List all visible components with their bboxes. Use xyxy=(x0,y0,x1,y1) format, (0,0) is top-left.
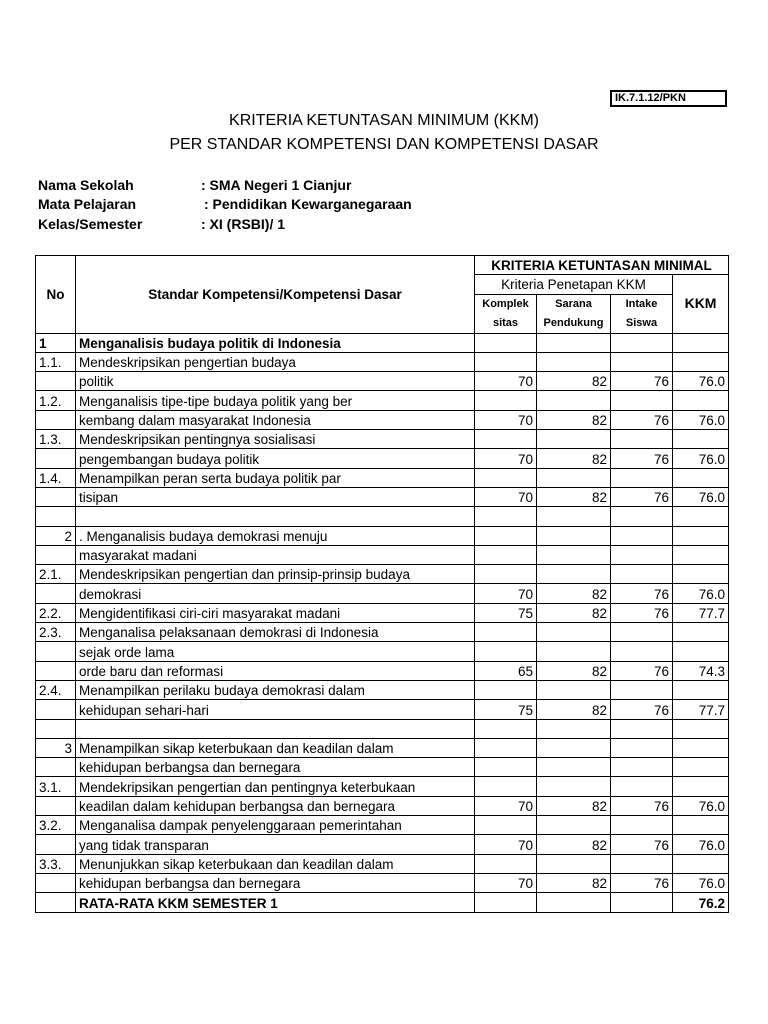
header-group: KRITERIA KETUNTASAN MINIMAL xyxy=(475,256,729,275)
row-kompleksitas xyxy=(475,758,537,777)
row-sarana: 82 xyxy=(537,603,611,622)
row-kompleksitas: 70 xyxy=(475,410,537,429)
row-intake xyxy=(611,719,673,738)
table-row xyxy=(36,835,729,854)
row-intake xyxy=(611,680,673,699)
row-kompleksitas xyxy=(475,545,537,564)
table-row xyxy=(36,758,729,777)
row-intake xyxy=(611,854,673,873)
row-intake xyxy=(611,526,673,545)
row-intake: 76 xyxy=(611,835,673,854)
row-kkm: 77.7 xyxy=(673,603,729,622)
row-description: politik xyxy=(76,372,475,391)
table-row xyxy=(36,449,729,468)
row-kompleksitas xyxy=(475,854,537,873)
row-kompleksitas xyxy=(475,565,537,584)
row-kkm xyxy=(673,352,729,371)
row-kkm xyxy=(673,565,729,584)
row-number: 2.4. xyxy=(36,680,76,699)
row-kkm xyxy=(673,468,729,487)
row-description xyxy=(76,719,475,738)
row-description: Menganalisa dampak penyelenggaraan pemerintahan xyxy=(76,816,475,835)
row-number: 1.3. xyxy=(36,430,76,449)
row-sarana xyxy=(537,816,611,835)
row-sarana xyxy=(537,680,611,699)
row-kkm xyxy=(673,854,729,873)
row-sarana: 82 xyxy=(537,873,611,892)
row-sarana: 82 xyxy=(537,372,611,391)
row-description: kembang dalam masyarakat Indonesia xyxy=(76,410,475,429)
row-description: Mendeskripsikan pengertian dan prinsip-prinsip budaya xyxy=(76,565,475,584)
row-number xyxy=(36,700,76,719)
row-description: kehidupan berbangsa dan bernegara xyxy=(76,758,475,777)
row-kkm: 76.0 xyxy=(673,835,729,854)
row-description: Menunjukkan sikap keterbukaan dan keadilan dalam xyxy=(76,854,475,873)
row-number xyxy=(36,661,76,680)
row-description: kehidupan sehari-hari xyxy=(76,700,475,719)
row-description: tisipan xyxy=(76,487,475,506)
row-number xyxy=(36,873,76,892)
row-kkm xyxy=(673,816,729,835)
row-description: orde baru dan reformasi xyxy=(76,661,475,680)
row-kompleksitas xyxy=(475,642,537,661)
row-sarana xyxy=(537,430,611,449)
row-description: Menampilkan sikap keterbukaan dan keadilan dalam xyxy=(76,738,475,757)
row-description: Menganalisis budaya politik di Indonesia xyxy=(76,333,475,352)
school-label: Nama Sekolah xyxy=(38,177,134,193)
row-kompleksitas xyxy=(475,507,537,526)
header-sarana-line1: Sarana xyxy=(555,297,592,310)
row-kkm xyxy=(673,430,729,449)
row-number xyxy=(36,796,76,815)
row-sarana: 82 xyxy=(537,410,611,429)
row-number xyxy=(36,487,76,506)
row-kkm: 76.0 xyxy=(673,372,729,391)
row-kompleksitas: 70 xyxy=(475,449,537,468)
row-description: Mendeskripsikan pengertian budaya xyxy=(76,352,475,371)
row-kkm: 76.0 xyxy=(673,796,729,815)
row-number: 2.3. xyxy=(36,623,76,642)
row-number: 1.2. xyxy=(36,391,76,410)
table-row xyxy=(36,410,729,429)
row-sarana xyxy=(537,777,611,796)
table-row xyxy=(36,700,729,719)
row-sarana xyxy=(537,738,611,757)
row-kkm: 76.0 xyxy=(673,487,729,506)
table-row xyxy=(36,642,729,661)
row-sarana: 82 xyxy=(537,487,611,506)
row-kkm xyxy=(673,507,729,526)
table-row xyxy=(36,719,729,738)
row-sarana xyxy=(537,719,611,738)
class-value: : XI (RSBI)/ 1 xyxy=(201,216,286,232)
table-row xyxy=(36,487,729,506)
row-kkm xyxy=(673,391,729,410)
row-number: 3.1. xyxy=(36,777,76,796)
row-number xyxy=(36,372,76,391)
row-number: 3.2. xyxy=(36,816,76,835)
row-number xyxy=(36,584,76,603)
row-kompleksitas xyxy=(475,623,537,642)
row-kompleksitas xyxy=(475,352,537,371)
row-intake xyxy=(611,352,673,371)
row-number: 1.1. xyxy=(36,352,76,371)
header-intake xyxy=(611,294,673,333)
row-description: pengembangan budaya politik xyxy=(76,449,475,468)
table-row xyxy=(36,507,729,526)
document-code: IK.7.1.12/PKN xyxy=(610,90,727,107)
row-kompleksitas: 70 xyxy=(475,796,537,815)
table-row xyxy=(36,468,729,487)
row-kompleksitas xyxy=(475,391,537,410)
footer-kkm: 76.2 xyxy=(673,893,729,912)
row-kkm xyxy=(673,680,729,699)
header-intake-line1: Intake xyxy=(625,297,658,310)
row-intake: 76 xyxy=(611,449,673,468)
row-intake xyxy=(611,738,673,757)
table-row xyxy=(36,565,729,584)
row-sarana xyxy=(537,565,611,584)
row-kompleksitas: 75 xyxy=(475,603,537,622)
row-kkm xyxy=(673,758,729,777)
row-intake xyxy=(611,430,673,449)
row-kompleksitas: 70 xyxy=(475,372,537,391)
row-description: Mendeskripsikan pentingnya sosialisasi xyxy=(76,430,475,449)
subject-label: Mata Pelajaran xyxy=(38,196,137,212)
header-no: No xyxy=(36,256,76,334)
table-row xyxy=(36,430,729,449)
table-row xyxy=(36,603,729,622)
row-sarana xyxy=(537,468,611,487)
row-intake: 76 xyxy=(611,661,673,680)
row-description: Menganalisis tipe-tipe budaya politik yang ber xyxy=(76,391,475,410)
kkm-table xyxy=(35,255,729,913)
header-kkm: KKM xyxy=(673,275,729,333)
row-kompleksitas xyxy=(475,430,537,449)
row-kompleksitas: 70 xyxy=(475,487,537,506)
header-row-1 xyxy=(36,256,729,275)
row-intake: 76 xyxy=(611,372,673,391)
row-intake xyxy=(611,758,673,777)
row-kkm xyxy=(673,545,729,564)
header-intake-line2: Siswa xyxy=(625,316,658,329)
table-row xyxy=(36,352,729,371)
table-row xyxy=(36,372,729,391)
row-description: Menampilkan peran serta budaya politik par xyxy=(76,468,475,487)
footer-empty-k xyxy=(475,893,537,912)
row-description: Mengidentifikasi ciri-ciri masyarakat madani xyxy=(76,603,475,622)
row-description xyxy=(76,507,475,526)
row-description: keadilan dalam kehidupan berbangsa dan bernegara xyxy=(76,796,475,815)
row-sarana: 82 xyxy=(537,661,611,680)
table-row xyxy=(36,854,729,873)
row-number: 2.1. xyxy=(36,565,76,584)
row-description: sejak orde lama xyxy=(76,642,475,661)
row-kkm xyxy=(673,526,729,545)
row-sarana: 82 xyxy=(537,796,611,815)
row-intake: 76 xyxy=(611,410,673,429)
row-number xyxy=(36,507,76,526)
row-sarana: 82 xyxy=(537,835,611,854)
row-intake xyxy=(611,642,673,661)
row-kkm xyxy=(673,738,729,757)
row-kkm: 76.0 xyxy=(673,449,729,468)
row-kompleksitas xyxy=(475,680,537,699)
row-description: Mendekripsikan pengertian dan pentingnya keterbukaan xyxy=(76,777,475,796)
row-number xyxy=(36,758,76,777)
row-intake: 76 xyxy=(611,700,673,719)
row-intake xyxy=(611,545,673,564)
row-sarana xyxy=(537,623,611,642)
row-kkm xyxy=(673,777,729,796)
table-row xyxy=(36,333,729,352)
row-description: Menganalisa pelaksanaan demokrasi di Indonesia xyxy=(76,623,475,642)
row-intake xyxy=(611,507,673,526)
class-label: Kelas/Semester xyxy=(38,216,143,232)
footer-empty-s xyxy=(537,893,611,912)
row-sarana: 82 xyxy=(537,449,611,468)
row-sarana xyxy=(537,391,611,410)
row-intake xyxy=(611,623,673,642)
row-kkm: 76.0 xyxy=(673,584,729,603)
header-sarana-line2: Pendukung xyxy=(543,316,604,329)
table-row xyxy=(36,526,729,545)
table-row xyxy=(36,680,729,699)
row-description: masyarakat madani xyxy=(76,545,475,564)
row-sarana xyxy=(537,333,611,352)
table-row xyxy=(36,873,729,892)
header-kompleksitas-line2: sitas xyxy=(492,316,519,329)
row-number xyxy=(36,449,76,468)
row-description: . Menganalisis budaya demokrasi menuju xyxy=(76,526,475,545)
table-row xyxy=(36,738,729,757)
row-kkm xyxy=(673,719,729,738)
row-kompleksitas: 65 xyxy=(475,661,537,680)
row-intake xyxy=(611,468,673,487)
row-kompleksitas: 70 xyxy=(475,584,537,603)
table-row xyxy=(36,584,729,603)
row-kompleksitas: 75 xyxy=(475,700,537,719)
footer-empty-i xyxy=(611,893,673,912)
row-kompleksitas: 70 xyxy=(475,835,537,854)
table-row xyxy=(36,623,729,642)
table-row xyxy=(36,545,729,564)
row-number: 1.4. xyxy=(36,468,76,487)
row-description: demokrasi xyxy=(76,584,475,603)
row-sarana: 82 xyxy=(537,584,611,603)
row-intake: 76 xyxy=(611,873,673,892)
header-sub-group: Kriteria Penetapan KKM xyxy=(475,275,673,294)
row-kkm xyxy=(673,333,729,352)
header-standard: Standar Kompetensi/Kompetensi Dasar xyxy=(76,256,475,334)
row-intake xyxy=(611,565,673,584)
row-intake xyxy=(611,816,673,835)
row-sarana xyxy=(537,758,611,777)
row-kompleksitas xyxy=(475,333,537,352)
row-sarana xyxy=(537,526,611,545)
row-number xyxy=(36,642,76,661)
row-description: Menampilkan perilaku budaya demokrasi dalam xyxy=(76,680,475,699)
table-row xyxy=(36,391,729,410)
row-intake xyxy=(611,333,673,352)
row-sarana xyxy=(537,854,611,873)
row-intake: 76 xyxy=(611,487,673,506)
row-description: kehidupan berbangsa dan bernegara xyxy=(76,873,475,892)
row-sarana xyxy=(537,352,611,371)
row-kkm xyxy=(673,623,729,642)
table-row xyxy=(36,816,729,835)
footer-row xyxy=(36,893,729,912)
row-number: 2.2. xyxy=(36,603,76,622)
row-kkm: 76.0 xyxy=(673,873,729,892)
row-number: 1 xyxy=(36,333,76,352)
row-kompleksitas xyxy=(475,526,537,545)
row-intake: 76 xyxy=(611,796,673,815)
row-kkm: 77.7 xyxy=(673,700,729,719)
row-kkm: 76.0 xyxy=(673,410,729,429)
row-kompleksitas xyxy=(475,468,537,487)
row-sarana xyxy=(537,507,611,526)
row-number xyxy=(36,410,76,429)
table-row xyxy=(36,796,729,815)
row-intake xyxy=(611,777,673,796)
school-value: : SMA Negeri 1 Cianjur xyxy=(201,177,352,193)
row-description: yang tidak transparan xyxy=(76,835,475,854)
row-intake: 76 xyxy=(611,603,673,622)
row-kkm xyxy=(673,642,729,661)
row-intake xyxy=(611,391,673,410)
table-row xyxy=(36,661,729,680)
row-kompleksitas xyxy=(475,777,537,796)
row-sarana xyxy=(537,642,611,661)
row-number: 3.3. xyxy=(36,854,76,873)
row-number xyxy=(36,719,76,738)
footer-label: RATA-RATA KKM SEMESTER 1 xyxy=(76,893,475,912)
row-number xyxy=(36,835,76,854)
footer-empty-no xyxy=(36,893,76,912)
header-kompleksitas xyxy=(475,294,537,333)
row-number: 3 xyxy=(36,738,76,757)
row-kompleksitas xyxy=(475,738,537,757)
header-kompleksitas-line1: Komplek xyxy=(482,297,529,310)
row-kompleksitas xyxy=(475,816,537,835)
table-row xyxy=(36,777,729,796)
document-title: KRITERIA KETUNTASAN MINIMUM (KKM) xyxy=(229,112,539,129)
row-intake: 76 xyxy=(611,584,673,603)
header-sarana xyxy=(537,294,611,333)
document-subtitle: PER STANDAR KOMPETENSI DAN KOMPETENSI DASAR xyxy=(169,136,599,153)
row-kkm: 74.3 xyxy=(673,661,729,680)
row-kompleksitas: 70 xyxy=(475,873,537,892)
row-number xyxy=(36,545,76,564)
row-number: 2 xyxy=(36,526,76,545)
row-kompleksitas xyxy=(475,719,537,738)
row-sarana: 82 xyxy=(537,700,611,719)
row-sarana xyxy=(537,545,611,564)
subject-value: : Pendidikan Kewarganegaraan xyxy=(204,196,412,212)
